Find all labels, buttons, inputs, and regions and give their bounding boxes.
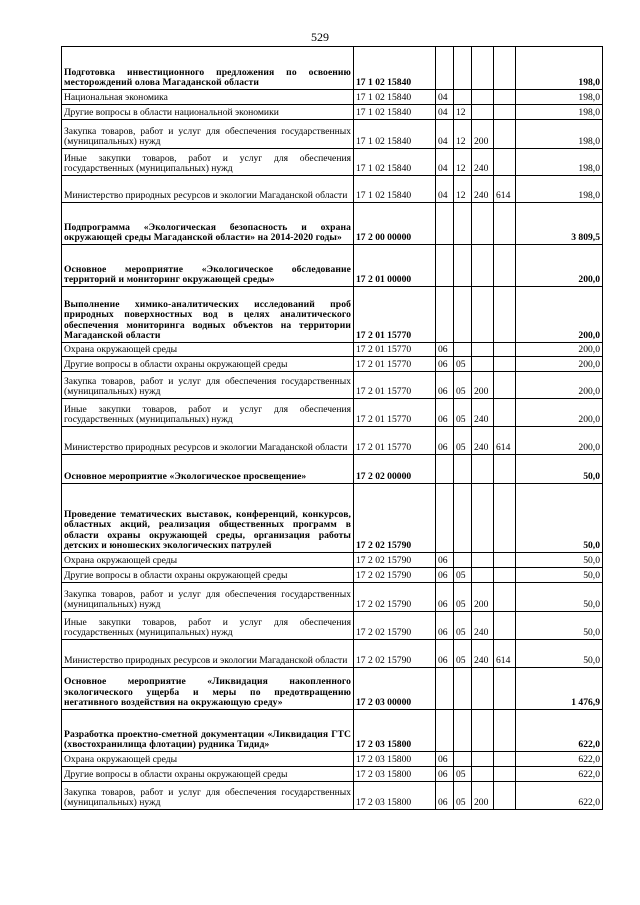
- row-subsection-cell: 12: [454, 105, 472, 120]
- row-section-cell: [436, 710, 454, 752]
- row-name-cell: Основное мероприятие «Ликвидация накопленного экологического ущерба и меры по предотвращению негативного воздействия на окружающую среду»: [62, 668, 354, 710]
- row-name-cell: Другие вопросы в области национальной экономики: [62, 105, 354, 120]
- row-subsection-cell: 05: [454, 782, 472, 810]
- row-name-cell: Министерство природных ресурсов и экологии Магаданской области: [62, 427, 354, 455]
- row-amount-cell: 50,0: [516, 640, 603, 668]
- row-subsection-cell: 05: [454, 640, 472, 668]
- table-row: [62, 287, 603, 343]
- row-department-cell: [494, 357, 516, 372]
- table-row: [62, 710, 603, 752]
- row-code-cell: 17 2 01 15770: [354, 427, 436, 455]
- row-department-cell: [494, 287, 516, 343]
- row-department-cell: [494, 47, 516, 90]
- row-amount-cell: 50,0: [516, 455, 603, 484]
- row-subsection-cell: [454, 287, 472, 343]
- row-subsection-cell: [454, 455, 472, 484]
- row-subsection-cell: [454, 245, 472, 287]
- row-amount-cell: 198,0: [516, 90, 603, 105]
- row-amount-cell: 200,0: [516, 287, 603, 343]
- table-row: [62, 767, 603, 782]
- table-row: [62, 568, 603, 583]
- row-section-cell: 06: [436, 372, 454, 399]
- table-row: [62, 372, 603, 399]
- table-row: [62, 782, 603, 810]
- row-amount-cell: 622,0: [516, 752, 603, 767]
- row-expense-type-cell: [472, 357, 494, 372]
- row-section-cell: 06: [436, 343, 454, 357]
- row-department-cell: [494, 120, 516, 149]
- row-code-cell: 17 2 03 15800: [354, 710, 436, 752]
- row-section-cell: 06: [436, 568, 454, 583]
- row-expense-type-cell: 240: [472, 149, 494, 176]
- row-section-cell: 06: [436, 752, 454, 767]
- row-subsection-cell: 05: [454, 372, 472, 399]
- row-department-cell: [494, 484, 516, 553]
- row-department-cell: [494, 105, 516, 120]
- row-department-cell: [494, 767, 516, 782]
- row-amount-cell: 200,0: [516, 427, 603, 455]
- row-department-cell: [494, 553, 516, 568]
- row-expense-type-cell: [472, 568, 494, 583]
- row-department-cell: [494, 90, 516, 105]
- row-expense-type-cell: [472, 767, 494, 782]
- row-code-cell: 17 2 02 15790: [354, 612, 436, 640]
- row-subsection-cell: [454, 668, 472, 710]
- row-expense-type-cell: [472, 203, 494, 245]
- row-subsection-cell: [454, 484, 472, 553]
- row-subsection-cell: 05: [454, 583, 472, 612]
- row-amount-cell: 198,0: [516, 176, 603, 203]
- row-code-cell: 17 2 03 15800: [354, 752, 436, 767]
- row-amount-cell: 1 476,9: [516, 668, 603, 710]
- row-amount-cell: 198,0: [516, 47, 603, 90]
- row-expense-type-cell: [472, 47, 494, 90]
- row-department-cell: [494, 343, 516, 357]
- row-code-cell: 17 1 02 15840: [354, 105, 436, 120]
- row-expense-type-cell: [472, 455, 494, 484]
- row-subsection-cell: [454, 343, 472, 357]
- row-code-cell: 17 1 02 15840: [354, 47, 436, 90]
- row-section-cell: 06: [436, 553, 454, 568]
- row-code-cell: 17 1 02 15840: [354, 120, 436, 149]
- row-name-cell: Министерство природных ресурсов и экологии Магаданской области: [62, 640, 354, 668]
- row-code-cell: 17 1 02 15840: [354, 176, 436, 203]
- row-amount-cell: 200,0: [516, 343, 603, 357]
- row-subsection-cell: 05: [454, 399, 472, 427]
- row-section-cell: 04: [436, 90, 454, 105]
- row-amount-cell: 200,0: [516, 245, 603, 287]
- row-department-cell: [494, 752, 516, 767]
- row-name-cell: Подпрограмма «Экологическая безопасность и охрана окружающей среды Магаданской области» на 2014-2020 годы»: [62, 203, 354, 245]
- row-code-cell: 17 2 02 15790: [354, 553, 436, 568]
- row-expense-type-cell: [472, 287, 494, 343]
- row-subsection-cell: 12: [454, 176, 472, 203]
- row-department-cell: [494, 710, 516, 752]
- row-code-cell: 17 2 03 15800: [354, 782, 436, 810]
- row-code-cell: 17 2 01 15770: [354, 343, 436, 357]
- row-name-cell: Охрана окружающей среды: [62, 752, 354, 767]
- row-department-cell: 614: [494, 640, 516, 668]
- row-expense-type-cell: [472, 752, 494, 767]
- row-section-cell: [436, 455, 454, 484]
- row-subsection-cell: 05: [454, 612, 472, 640]
- row-department-cell: [494, 399, 516, 427]
- table-row: [62, 752, 603, 767]
- row-code-cell: 17 2 01 15770: [354, 399, 436, 427]
- table-row: [62, 90, 603, 105]
- row-subsection-cell: [454, 90, 472, 105]
- row-code-cell: 17 2 02 15790: [354, 568, 436, 583]
- row-section-cell: 06: [436, 767, 454, 782]
- row-department-cell: 614: [494, 427, 516, 455]
- table-row: [62, 399, 603, 427]
- row-department-cell: [494, 568, 516, 583]
- row-section-cell: [436, 203, 454, 245]
- table-row: [62, 343, 603, 357]
- row-expense-type-cell: [472, 245, 494, 287]
- row-department-cell: [494, 245, 516, 287]
- row-section-cell: 06: [436, 427, 454, 455]
- row-section-cell: 06: [436, 399, 454, 427]
- row-department-cell: 614: [494, 176, 516, 203]
- row-code-cell: 17 1 02 15840: [354, 149, 436, 176]
- row-name-cell: Закупка товаров, работ и услуг для обеспечения государственных (муниципальных) нужд: [62, 782, 354, 810]
- row-expense-type-cell: 240: [472, 427, 494, 455]
- table-row: [62, 668, 603, 710]
- table-row: [62, 553, 603, 568]
- row-section-cell: 04: [436, 149, 454, 176]
- table-row: [62, 176, 603, 203]
- table-row: [62, 47, 603, 90]
- row-name-cell: Основное мероприятие «Экологическое обследование территорий и мониторинг окружающей среды»: [62, 245, 354, 287]
- table-row: [62, 583, 603, 612]
- row-amount-cell: 622,0: [516, 782, 603, 810]
- row-expense-type-cell: [472, 90, 494, 105]
- page-number: 529: [311, 30, 329, 44]
- table-row: [62, 105, 603, 120]
- row-code-cell: 17 2 01 15770: [354, 372, 436, 399]
- row-name-cell: Проведение тематических выставок, конференций, конкурсов, областных акций, реализация общественных программ в области охраны окружающей среды, организация работы детских и юношеских экологических патрулей: [62, 484, 354, 553]
- row-code-cell: 17 2 00 00000: [354, 203, 436, 245]
- row-section-cell: 06: [436, 357, 454, 372]
- row-section-cell: 04: [436, 176, 454, 203]
- row-name-cell: Разработка проектно-сметной документации «Ликвидация ГТС (хвостохранилища флотации) рудника Тидид»: [62, 710, 354, 752]
- row-amount-cell: 3 809,5: [516, 203, 603, 245]
- row-expense-type-cell: 200: [472, 120, 494, 149]
- row-name-cell: Закупка товаров, работ и услуг для обеспечения государственных (муниципальных) нужд: [62, 120, 354, 149]
- row-department-cell: [494, 203, 516, 245]
- row-amount-cell: 200,0: [516, 399, 603, 427]
- row-amount-cell: 622,0: [516, 710, 603, 752]
- row-expense-type-cell: 240: [472, 612, 494, 640]
- row-amount-cell: 50,0: [516, 568, 603, 583]
- row-section-cell: [436, 245, 454, 287]
- row-section-cell: 04: [436, 120, 454, 149]
- row-amount-cell: 198,0: [516, 120, 603, 149]
- table-row: [62, 120, 603, 149]
- row-amount-cell: 200,0: [516, 372, 603, 399]
- row-department-cell: [494, 782, 516, 810]
- row-expense-type-cell: 200: [472, 782, 494, 810]
- row-amount-cell: 198,0: [516, 149, 603, 176]
- table-row: [62, 203, 603, 245]
- row-expense-type-cell: [472, 710, 494, 752]
- row-name-cell: Закупка товаров, работ и услуг для обеспечения государственных (муниципальных) нужд: [62, 372, 354, 399]
- row-name-cell: Охрана окружающей среды: [62, 343, 354, 357]
- row-department-cell: [494, 455, 516, 484]
- table-row: [62, 427, 603, 455]
- row-expense-type-cell: 200: [472, 583, 494, 612]
- table-row: [62, 455, 603, 484]
- row-section-cell: 06: [436, 612, 454, 640]
- table-row: [62, 484, 603, 553]
- table-row: [62, 245, 603, 287]
- row-subsection-cell: 12: [454, 149, 472, 176]
- row-code-cell: 17 2 02 15790: [354, 583, 436, 612]
- row-name-cell: Другие вопросы в области охраны окружающей среды: [62, 767, 354, 782]
- row-name-cell: Закупка товаров, работ и услуг для обеспечения государственных (муниципальных) нужд: [62, 583, 354, 612]
- row-amount-cell: 50,0: [516, 583, 603, 612]
- row-expense-type-cell: [472, 668, 494, 710]
- row-subsection-cell: 12: [454, 120, 472, 149]
- row-amount-cell: 50,0: [516, 612, 603, 640]
- row-section-cell: [436, 47, 454, 90]
- row-name-cell: Другие вопросы в области охраны окружающей среды: [62, 568, 354, 583]
- row-subsection-cell: 05: [454, 568, 472, 583]
- row-expense-type-cell: 240: [472, 399, 494, 427]
- row-subsection-cell: [454, 752, 472, 767]
- table-row: [62, 149, 603, 176]
- table-row: [62, 612, 603, 640]
- row-subsection-cell: [454, 710, 472, 752]
- row-subsection-cell: 05: [454, 427, 472, 455]
- row-subsection-cell: [454, 553, 472, 568]
- row-section-cell: 06: [436, 782, 454, 810]
- row-amount-cell: 50,0: [516, 553, 603, 568]
- row-amount-cell: 198,0: [516, 105, 603, 120]
- row-code-cell: 17 2 01 15770: [354, 357, 436, 372]
- row-department-cell: [494, 583, 516, 612]
- table-row: [62, 640, 603, 668]
- row-department-cell: [494, 668, 516, 710]
- row-expense-type-cell: [472, 553, 494, 568]
- row-subsection-cell: 05: [454, 767, 472, 782]
- row-name-cell: Иные закупки товаров, работ и услуг для обеспечения государственных (муниципальных) нужд: [62, 399, 354, 427]
- row-section-cell: [436, 287, 454, 343]
- row-code-cell: 17 2 03 15800: [354, 767, 436, 782]
- row-section-cell: 06: [436, 583, 454, 612]
- row-expense-type-cell: [472, 343, 494, 357]
- row-name-cell: Иные закупки товаров, работ и услуг для обеспечения государственных (муниципальных) нужд: [62, 149, 354, 176]
- row-expense-type-cell: [472, 484, 494, 553]
- row-section-cell: [436, 484, 454, 553]
- row-name-cell: Подготовка инвестиционного предложения по освоению месторождений олова Магаданской области: [62, 47, 354, 90]
- row-amount-cell: 200,0: [516, 357, 603, 372]
- row-expense-type-cell: 240: [472, 176, 494, 203]
- row-name-cell: Основное мероприятие «Экологическое просвещение»: [62, 455, 354, 484]
- row-code-cell: 17 2 02 15790: [354, 640, 436, 668]
- row-code-cell: 17 2 02 00000: [354, 455, 436, 484]
- table-body: [62, 47, 603, 810]
- table-row: [62, 357, 603, 372]
- row-section-cell: 06: [436, 640, 454, 668]
- row-amount-cell: 622,0: [516, 767, 603, 782]
- row-code-cell: 17 2 01 00000: [354, 245, 436, 287]
- row-name-cell: Иные закупки товаров, работ и услуг для обеспечения государственных (муниципальных) нужд: [62, 612, 354, 640]
- row-subsection-cell: [454, 47, 472, 90]
- row-department-cell: [494, 372, 516, 399]
- row-department-cell: [494, 612, 516, 640]
- row-section-cell: 04: [436, 105, 454, 120]
- row-name-cell: Министерство природных ресурсов и экологии Магаданской области: [62, 176, 354, 203]
- row-code-cell: 17 2 02 15790: [354, 484, 436, 553]
- row-department-cell: [494, 149, 516, 176]
- row-code-cell: 17 2 01 15770: [354, 287, 436, 343]
- row-expense-type-cell: 240: [472, 640, 494, 668]
- row-name-cell: Другие вопросы в области охраны окружающей среды: [62, 357, 354, 372]
- budget-table: [61, 46, 603, 810]
- row-expense-type-cell: [472, 105, 494, 120]
- row-subsection-cell: 05: [454, 357, 472, 372]
- row-section-cell: [436, 668, 454, 710]
- row-name-cell: Охрана окружающей среды: [62, 553, 354, 568]
- row-name-cell: Выполнение химико-аналитических исследований проб природных поверхностных вод в целях аналитического обеспечения мониторинга водных объектов на территории Магаданской области: [62, 287, 354, 343]
- row-name-cell: Национальная экономика: [62, 90, 354, 105]
- row-amount-cell: 50,0: [516, 484, 603, 553]
- row-expense-type-cell: 200: [472, 372, 494, 399]
- row-subsection-cell: [454, 203, 472, 245]
- row-code-cell: 17 1 02 15840: [354, 90, 436, 105]
- row-code-cell: 17 2 03 00000: [354, 668, 436, 710]
